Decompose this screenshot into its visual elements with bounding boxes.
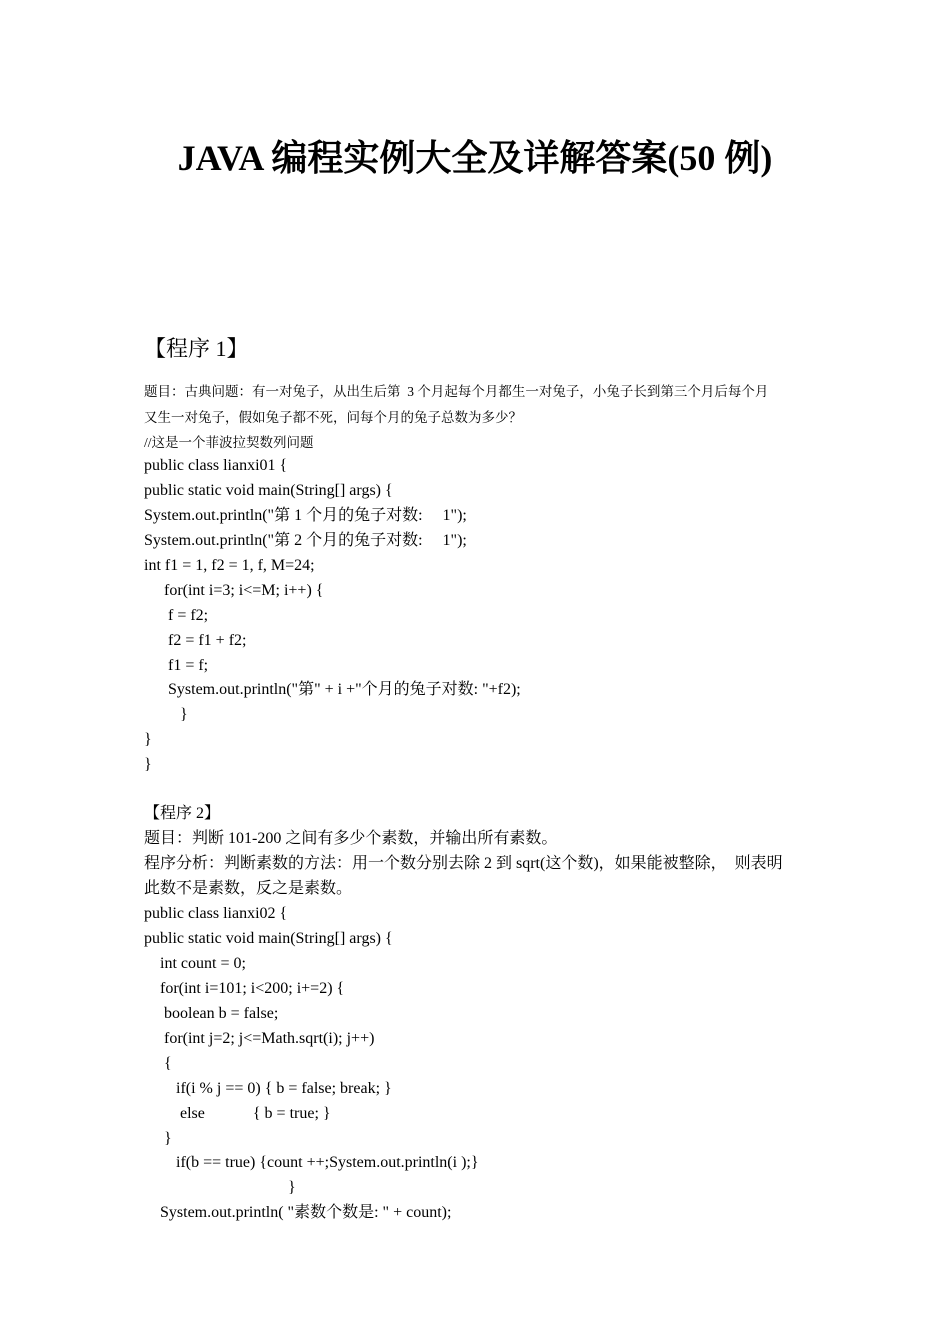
code-line: }	[144, 706, 188, 723]
code-line: for(int i=101; i<200; i+=2) {	[144, 980, 345, 997]
program-2-problem: 题目：判断 101-200 之间有多少个素数，并输出所有素数。	[144, 830, 558, 847]
code-line: System.out.println( "素数个数是: " + count);	[144, 1204, 452, 1221]
code-line: public class lianxi01 {	[144, 457, 288, 474]
code-line: f = f2;	[144, 607, 209, 624]
code-line: int f1 = 1, f2 = 1, f, M=24;	[144, 557, 315, 574]
code-line: }	[144, 731, 152, 748]
page-title: JAVA 编程实例大全及详解答案(50 例)	[177, 138, 773, 178]
code-line: for(int i=3; i<=M; i++) {	[144, 582, 324, 599]
code-line: int count = 0;	[144, 955, 246, 972]
code-line: }	[144, 756, 152, 773]
program-2-heading: 【程序 2】	[144, 805, 221, 822]
program-1-comment: //这是一个菲波拉契数列问题	[144, 435, 314, 450]
code-line: else { b = true; }	[144, 1105, 331, 1122]
code-line: System.out.println("第 1 个月的兔子对数: 1");	[144, 507, 467, 524]
program-1-problem-line-1: 题目：古典问题：有一对兔子，从出生后第 3 个月起每个月都生一对兔子，小兔子长到第三个月后每个月	[144, 384, 769, 399]
code-line: public static void main(String[] args) {	[144, 930, 393, 947]
code-line: if(i % j == 0) { b = false; break; }	[144, 1080, 392, 1097]
code-line: boolean b = false;	[144, 1005, 279, 1022]
program-2-analysis-line-2: 此数不是素数，反之是素数。	[144, 880, 353, 897]
code-line: for(int j=2; j<=Math.sqrt(i); j++)	[144, 1030, 375, 1047]
program-2-analysis-line-1: 程序分析：判断素数的方法：用一个数分别去除 2 到 sqrt(这个数)，如果能被整除， 则表明	[144, 855, 783, 872]
program-1-problem-line-2: 又生一对兔子，假如兔子都不死，问每个月的兔子总数为多少？	[144, 410, 522, 425]
code-line: public static void main(String[] args) {	[144, 482, 393, 499]
code-line: System.out.println("第 2 个月的兔子对数: 1");	[144, 532, 467, 549]
program-1-heading: 【程序 1】	[144, 336, 249, 361]
code-line: }	[144, 1179, 296, 1196]
code-line: if(b == true) {count ++;System.out.println(i );}	[144, 1154, 479, 1171]
code-line: }	[144, 1130, 172, 1147]
code-line: System.out.println("第" + i +"个月的兔子对数: "+f2);	[144, 681, 521, 698]
code-line: f2 = f1 + f2;	[144, 632, 247, 649]
code-line: {	[144, 1055, 172, 1072]
code-line: public class lianxi02 {	[144, 905, 288, 922]
code-line: f1 = f;	[144, 657, 209, 674]
